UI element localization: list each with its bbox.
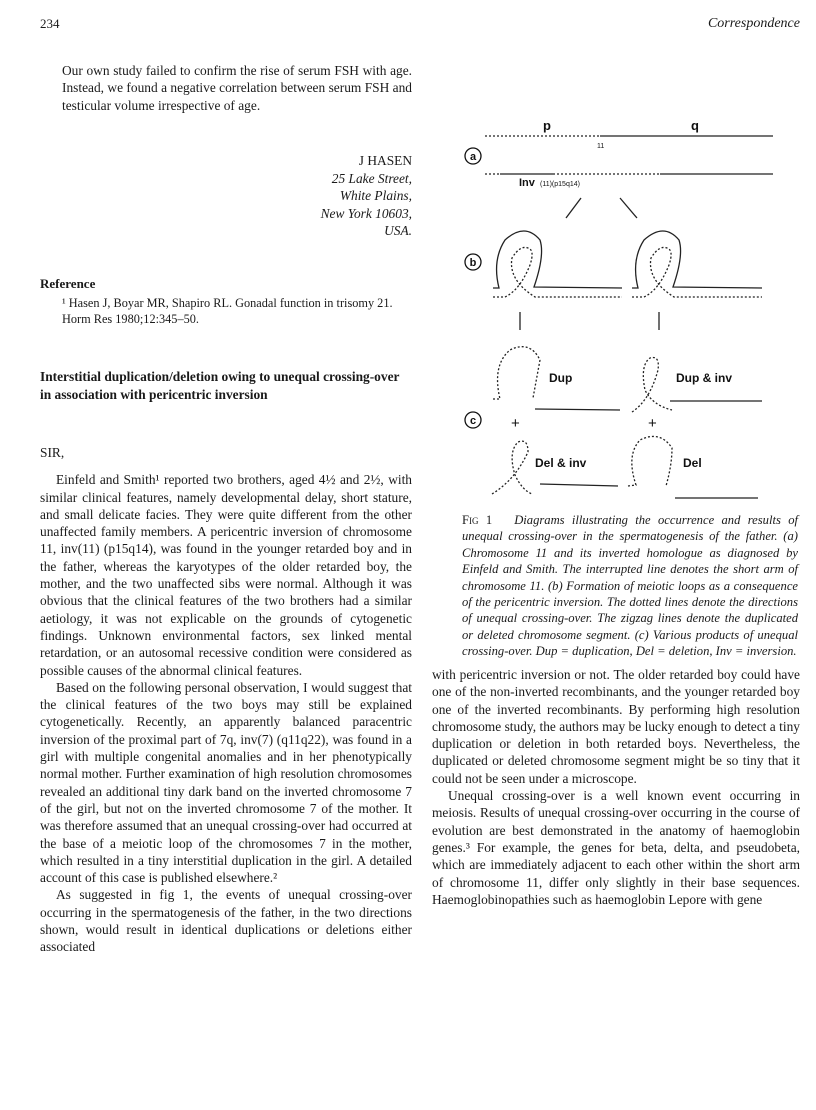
intro-paragraph: Our own study failed to confirm the rise of serum FSH with age. Instead, we found a negative correlation between serum FSH and testicular volume irrespective of age.	[62, 63, 412, 113]
body-paragraph: Unequal crossing-over is a well known event occurring in meiosis. Results of unequal crossing-over occurring in the course of evolution are best demonstrated in the anatomy of haemoglobin genes.³ For example, the genes for beta, delta, and pseudobeta, which are immediately adjacent to each other within the short arm of chromosome 11, differ only slightly in their base sequences. Haemoglobinopathies such as haemoglobin Lepore with gene	[432, 788, 800, 907]
plus-sign: +	[648, 415, 657, 432]
letter-body	[40, 444, 412, 956]
article-title: Interstitial duplication/deletion owing to unequal crossing-over in association with pericentric inversion	[40, 369, 400, 402]
del-inv-label: Del & inv	[535, 456, 587, 470]
right-column-body	[432, 666, 800, 908]
reference-item: ¹ Hasen J, Boyar MR, Shapiro RL. Gonadal function in trisomy 21. Horm Res 1980;12:345–50.	[62, 296, 393, 326]
loop-outer	[493, 231, 622, 288]
figure-diagram	[0, 0, 816, 510]
salutation: SIR,	[40, 445, 65, 460]
address-line: White Plains,	[339, 188, 412, 204]
caption-label: Fig 1	[462, 513, 493, 527]
del-label: Del	[683, 456, 702, 470]
body-paragraph: with pericentric inversion or not. The older retarded boy could have one of the non-inverted recombinants, and the younger retarded boy one of the inverted recombinants. By performing high resolution chromosome study, the authors may be lucky enough to detect a tiny duplication or deletion in both retarded boys. Nevertheless, the duplicated or deleted chromosome segment might be so tiny that it could not be seen under a microscope.	[432, 667, 800, 786]
panel-b-label: b	[469, 257, 477, 269]
body-paragraph: Einfeld and Smith¹ reported two brothers, aged 4½ and 2½, with similar clinical features, namely developmental delay, short stature, and small delicate facies. They were quite different from the other unaffected family members. A pericentric inversion of chromosome 11, inv(11) (p15q14), was found in the younger retarded boy and in the father, whereas the karyotypes of the older retarded boy, the mother, and the two unaffected sibs were normal. Although it was obvious that the clinical features of the two brothers had a similar aetiology, it was not explicable on the grounds of cytogenetic findings. Unknown environmental factors, sex linked mental retardation, or an autosomal recessive condition were considered as possible causes of the abnormal clinical features.	[40, 472, 412, 678]
inv-label: Inv	[519, 177, 535, 189]
body-paragraph: As suggested in fig 1, the events of unequal crossing-over occurring in the spermatogenesis of the father, in the two directions shown, would result in identical duplications or deletions either associated	[40, 887, 412, 955]
running-head: Correspondence	[707, 16, 800, 31]
arrow-right	[620, 198, 637, 218]
q-label: q	[691, 118, 699, 133]
figure-caption	[462, 512, 798, 660]
loop-inner	[493, 247, 622, 297]
address-line: New York 10603,	[320, 205, 412, 221]
arrow-left	[566, 198, 581, 218]
author-name: J HASEN	[358, 153, 412, 168]
inv-detail-label: (11)(p15q14)	[540, 181, 580, 188]
page-number: 234	[40, 16, 60, 31]
caption-text: Diagrams illustrating the occurrence and results of unequal crossing-over in the spermatogenesis of the father. (a) Chromosome 11 and its inverted homologue as diagnosed by Einfeld and Smith. The interrupted line denotes the short arm of chromosome 11. (b) Formation of meiotic loops as a consequence of the pericentric inversion. The dotted lines denote the directions of unequal crossing-over. The zigzag lines denote the duplicated or deleted chromosome segment. (c) Various products of unequal crossing-over. Dup = duplication, Del = deletion, Inv = inversion.	[462, 513, 799, 659]
dup-inv-label: Dup & inv	[676, 371, 732, 385]
address-line: USA.	[384, 223, 412, 239]
reference-heading: Reference	[40, 276, 96, 291]
body-paragraph: Based on the following personal observation, I would suggest that the clinical features of the two boys may still be explained cytogenetically. Recently, an apparently balanced paracentric inversion of the proximal part of 7q, inv(7) (q11q22), was found in a girl with multiple congenital anomalies and in her phenotypically normal mother. Further examination of high resolution chromosomes revealed an additional tiny dark band on the inverted chromosome 7 of the girl, but not on the inverted chromosome 7 of the mother. It was therefore assumed that an unequal crossing-over had occurred at the base of a meiotic loop of the chromosomes 7 in the mother, which resulted in a tiny interstitial duplication in the girl. A detailed account of this case is published elsewhere.²	[40, 679, 412, 886]
plus-sign: +	[511, 415, 520, 432]
address-line: 25 Lake Street,	[331, 170, 412, 186]
band-label: 11	[597, 143, 605, 150]
dup-label: Dup	[549, 371, 573, 385]
p-label: p	[543, 118, 551, 133]
panel-a-label: a	[469, 151, 477, 163]
panel-c-label: c	[469, 415, 477, 427]
